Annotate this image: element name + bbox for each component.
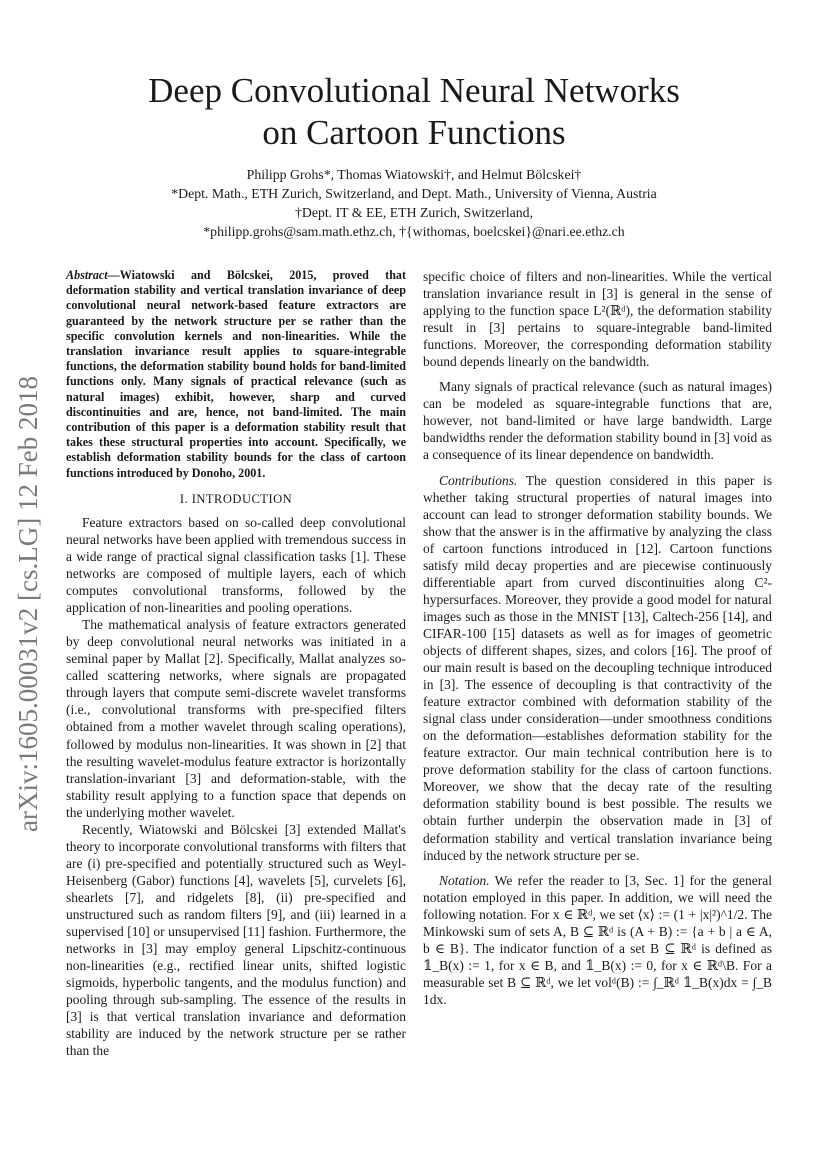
notation-paragraph [423, 872, 772, 1008]
intro-paragraph-3: Recently, Wiatowski and Bölcskei [3] extended Mallat's theory to incorporate convolutional transforms with filters that are (i) pre-specified and potentially structured such as Weyl-Heisenberg (Gabor) functions [4], wavelets [5], curvelets [6], shearlets [7], and ridgelets [8], (ii) pre-specified and unstructured such as random filters [9], and (iii) learned in a supervised [10] or unsupervised [11] fashion. Furthermore, the networks in [3] may employ general Lipschitz-continuous non-linearities (e.g., rectified linear units, shifted logistic sigmoids, hyperbolic tangents, and the modulus function) and pooling through sub-sampling. The essence of the results in [3] is that vertical translation invariance and deformation stability are induced by the network structure per se rather than the [66, 821, 406, 1059]
right-column [423, 268, 772, 1008]
author-block [100, 165, 728, 241]
section-heading: I. INTRODUCTION [179, 491, 293, 506]
affiliation-2: †Dept. IT & EE, ETH Zurich, Switzerland, [294, 205, 534, 220]
paper-title [100, 70, 728, 154]
author-emails: *philipp.grohs@sam.math.ethz.ch, †{withomas, boelcskei}@nari.ee.ethz.ch [203, 224, 625, 239]
author-names: Philipp Grohs*, Thomas Wiatowski†, and Helmut Bölcskei† [246, 167, 582, 182]
abstract-label: Abstract [66, 268, 108, 282]
abstract-text: —Wiatowski and Bölcskei, 2015, proved that deformation stability and vertical translation invariance of deep convolutional neural network-based feature extractors are guaranteed by the network structure per se rather than the specific convolution kernels and non-linearities. While the translation invariance result applies to square-integrable functions, the deformation stability bound holds for band-limited functions only. Many signals of practical relevance (such as natural images) exhibit, however, sharp and curved discontinuities and are, hence, not band-limited. The main contribution of this paper is a deformation stability result that takes these structural properties into account. Specifically, we establish deformation stability bounds for the class of cartoon functions introduced by Donoho, 2001. [66, 268, 406, 480]
notation-label: Notation. [439, 872, 490, 888]
arxiv-stamp: arXiv:1605.00031v2 [cs.LG] 12 Feb 2018 [13, 376, 43, 832]
left-column [66, 268, 406, 1059]
intro-paragraph-2: The mathematical analysis of feature extractors generated by deep convolutional neural networks was initiated in a seminal paper by Mallat [2]. Specifically, Mallat analyzes so-called scattering networks, where signals are propagated through layers that compute semi-discrete wavelet transforms (i.e., convolutional transforms with pre-specified filters obtained from a mother wavelet through scaling operations), followed by modulus non-linearities. It was shown in [2] that the resulting wavelet-modulus feature extractor is horizontally translation-invariant [3] and deformation-stable, with the stability result applying to a function space that depends on the underlying mother wavelet. [66, 617, 406, 820]
title-line-2: on Cartoon Functions [262, 113, 566, 152]
contributions-text: The question considered in this paper is whether taking structural properties of natural images into account can lead to stronger deformation stability bounds. We show that the answer is in the affirmative by analyzing the class of cartoon functions introduced in [12]. Cartoon functions satisfy mild decay properties and are piecewise continuously differentiable apart from curved discontinuities along C²-hypersurfaces. Moreover, they provide a good model for natural images such as those in the MNIST [13], Caltech-256 [14], and CIFAR-100 [15] datasets as well as for images of geometric objects of different shapes, sizes, and colors [16]. The proof of our main result is based on the decoupling technique introduced in [3]. The essence of decoupling is that contractivity of the feature extractor combined with deformation stability of the signal class under consideration—under smoothness conditions on the deformation—establishes deformation stability for the feature extractor. Our main technical contribution here is to prove deformation stability for the class of cartoon functions. Moreover, we show that the decay rate of the resulting deformation stability bound is best possible. The results we obtain further underpin the observation made in [3] of deformation stability and vertical translation invariance being induced by the network structure per se. [423, 472, 772, 863]
affiliation-1: *Dept. Math., ETH Zurich, Switzerland, and Dept. Math., University of Vienna, Austria [171, 186, 657, 201]
notation-text: We refer the reader to [3, Sec. 1] for the general notation employed in this paper. In addition, we will need the following notation. For x ∈ ℝᵈ, we set ⟨x⟩ := (1 + |x|²)^1/2. The Minkowski sum of sets A, B ⊆ ℝᵈ is (A + B) := {a + b | a ∈ A, b ∈ B}. The indicator function of a set B ⊆ ℝᵈ is defined as 𝟙_B(x) := 1, for x ∈ B, and 𝟙_B(x) := 0, for x ∈ ℝᵈ\B. For a measurable set B ⊆ ℝᵈ, we let volᵈ(B) := ∫_ℝᵈ 𝟙_B(x)dx = ∫_B 1dx. [423, 872, 772, 1007]
intro-paragraph-5: Many signals of practical relevance (such as natural images) can be modeled as square-integrable functions that are, however, not band-limited or have large bandwidth. Large bandwidths render the deformation stability bound in [3] void as a consequence of its linear dependence on bandwidth. [423, 379, 772, 463]
intro-paragraph-1: Feature extractors based on so-called deep convolutional neural networks have been applied with tremendous success in a wide range of practical signal classification tasks [1]. These networks are composed of multiple layers, each of which computes convolutional transforms, followed by the application of non-linearities and pooling operations. [66, 514, 406, 616]
contributions-label: Contributions. [439, 472, 518, 488]
title-line-1: Deep Convolutional Neural Networks [148, 71, 680, 110]
intro-paragraph-4: specific choice of filters and non-linearities. While the vertical translation invariance result in [3] is general in the sense of applying to the function space L²(ℝᵈ), the deformation stability result in [3] pertains to square-integrable band-limited functions. Moreover, the corresponding deformation stability bound depends linearly on the bandwidth. [423, 269, 772, 370]
abstract [66, 268, 406, 481]
contributions-paragraph [423, 472, 772, 864]
